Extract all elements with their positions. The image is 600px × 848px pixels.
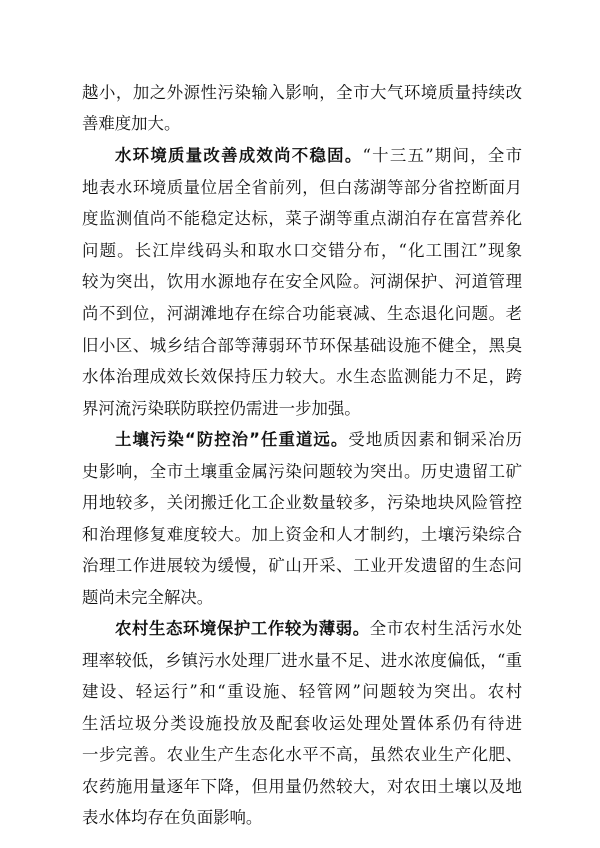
body-text-line: 和治理修复难度较大。加上资金和人才制约，土壤污染综合: [82, 525, 522, 544]
body-text: “十三五”期间，全市: [362, 146, 522, 165]
paragraph-first-line: [115, 616, 522, 642]
body-text-line: 旧小区、城乡结合部等薄弱环节环保基础设施不健全，黑臭: [82, 336, 522, 355]
body-text: 全市农村生活污水处: [369, 619, 523, 638]
body-text-line: 善难度加大。: [82, 114, 181, 133]
body-text-line: 较为突出，饮用水源地存在安全风险。河湖保护、河道管理: [82, 272, 522, 291]
body-text-line: 生活垃圾分类设施投放及配套收运处理处置体系仍有待进: [82, 714, 522, 733]
body-text-line: 界河流污染联防联控仍需进一步加强。: [82, 399, 361, 418]
body-text-line: 度监测值尚不能稳定达标，菜子湖等重点湖泊存在富营养化: [82, 209, 522, 228]
paragraph-heading: 农村生态环境保护工作较为薄弱。: [115, 619, 370, 638]
body-text: 受地质因素和铜采冶历: [348, 430, 523, 449]
body-text-line: 越小，加之外源性污染输入影响，全市大气环境质量持续改: [82, 83, 522, 102]
body-text-line: 治理工作进展较为缓慢，矿山开采、工业开发遗留的生态问: [82, 556, 522, 575]
body-text-line: 题尚未完全解决。: [82, 588, 214, 607]
body-text-line: 尚不到位，河湖滩地存在综合功能衰减、生态退化问题。老: [82, 304, 522, 323]
body-text-line: 问题。长江岸线码头和取水口交错分布，“化工围江”现象: [82, 241, 522, 260]
paragraph-first-line: [115, 143, 522, 169]
body-text-line: 理率较低，乡镇污水处理厂进水量不足、进水浓度偏低，“重: [82, 651, 522, 670]
body-text-line: 建设、轻运行”和“重设施、轻管网”问题较为突出。农村: [82, 682, 522, 701]
body-text-line: 农药施用量逐年下降，但用量仍然较大，对农田土壤以及地: [82, 777, 522, 796]
body-text-line: 史影响，全市土壤重金属污染问题较为突出。历史遗留工矿: [82, 462, 522, 481]
paragraph-heading: 土壤污染“防控治”任重道远。: [115, 430, 349, 449]
body-text-line: 水体治理成效长效保持压力较大。水生态监测能力不足，跨: [82, 367, 522, 386]
body-text-line: 一步完善。农业生产生态化水平不高，虽然农业生产化肥、: [82, 745, 522, 764]
paragraph-heading: 水环境质量改善成效尚不稳固。: [115, 146, 363, 165]
body-text-line: 用地较多，关闭搬迁化工企业数量较多，污染地块风险管控: [82, 493, 522, 512]
body-text-line: 地表水环境质量位居全省前列，但白荡湖等部分省控断面月: [82, 178, 522, 197]
paragraph-first-line: [115, 427, 522, 453]
body-text-line: 表水体均存在负面影响。: [82, 808, 263, 827]
